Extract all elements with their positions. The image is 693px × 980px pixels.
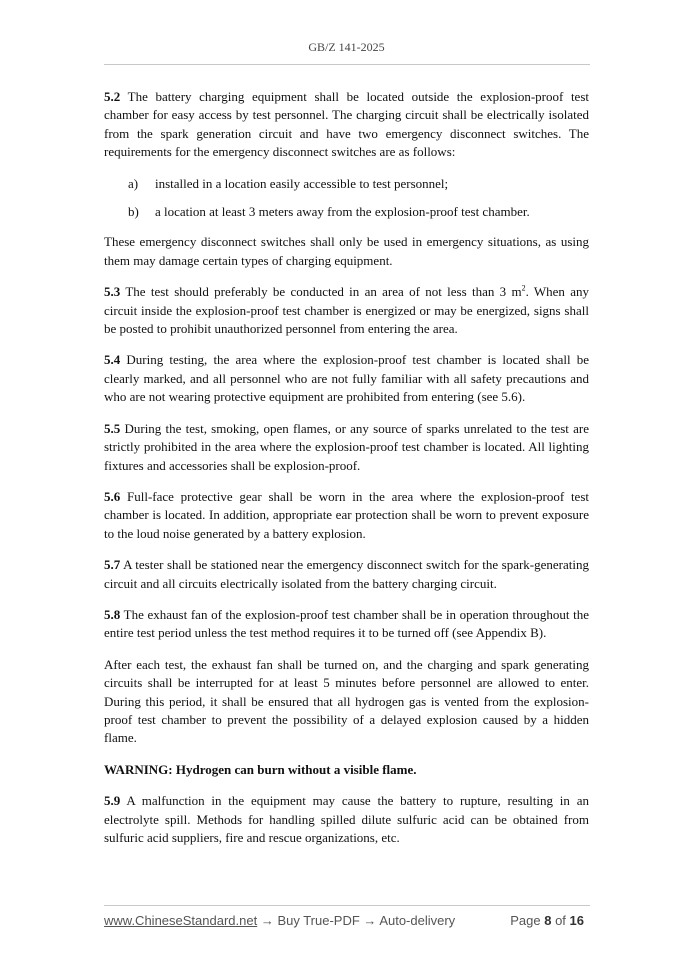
list-marker: a) bbox=[128, 175, 139, 191]
clause-5-2-note: These emergency disconnect switches shall only be used in emergency situations, as using them may damage certain types of charging equipment. bbox=[104, 234, 589, 268]
clause-5-5 bbox=[104, 420, 589, 475]
current-page-number: 8 bbox=[544, 913, 552, 928]
clause-number: 5.5 bbox=[104, 420, 121, 436]
clause-5-3 bbox=[104, 283, 589, 338]
clause-number: 5.4 bbox=[104, 352, 121, 368]
clause-5-7 bbox=[104, 556, 589, 593]
clause-number: 5.3 bbox=[104, 284, 121, 300]
document-id-header: GB/Z 141-2025 bbox=[308, 40, 385, 54]
auto-delivery-text: Auto-delivery bbox=[379, 913, 456, 928]
clause-5-2 bbox=[104, 88, 589, 162]
list-item bbox=[104, 203, 589, 221]
clause-number: 5.2 bbox=[104, 89, 121, 104]
buy-pdf-link[interactable]: Buy True-PDF bbox=[277, 913, 360, 928]
clause-text: During testing, the area where the explosion-proof test chamber is located shall be clearly marked, and all personnel who are not fully familiar with all safety precautions and who are not wearing protective equipment are prohibited from entering (see 5.6). bbox=[104, 352, 589, 405]
list-marker: b) bbox=[128, 204, 139, 220]
clause-text: A tester shall be stationed near the emergency disconnect switch for the spark-generating circuit and all circuits electrically isolated from the battery charging circuit. bbox=[104, 557, 589, 591]
clause-text: A malfunction in the equipment may cause the battery to rupture, resulting in an electrolyte spill. Methods for handling spilled dilute sulfuric acid can be obtained from sulfuric acid suppliers, fire and rescue organizations, etc. bbox=[104, 793, 589, 845]
page-content bbox=[104, 88, 589, 860]
clause-number: 5.7 bbox=[104, 557, 121, 573]
footer-divider bbox=[104, 905, 590, 906]
clause-text: Full-face protective gear shall be worn in the area where the explosion-proof test chamber is located. In addition, appropriate ear protection shall be worn to prevent exposure to the loud noise generated by a battery explosion. bbox=[104, 488, 589, 541]
warning-text: WARNING: Hydrogen can burn without a visible flame. bbox=[104, 761, 417, 777]
page-indicator bbox=[510, 913, 584, 928]
clause-5-8 bbox=[104, 606, 589, 643]
superscript: 2 bbox=[521, 283, 526, 293]
clause-text: The battery charging equipment shall be located outside the explosion-proof test chamber for easy access by test personnel. The charging circuit shall be electrically isolated from the spark generation circuit and have two emergency disconnect switches. The requirements for the emergency disconnect switches are as follows: bbox=[104, 89, 589, 160]
arrow-icon: → bbox=[359, 913, 380, 928]
page-footer bbox=[104, 913, 590, 928]
clause-number: 5.8 bbox=[104, 606, 121, 622]
clause-5-8-followup: After each test, the exhaust fan shall be turned on, and the charging and spark generating circuits shall be interrupted for at least 5 minutes before personnel are allowed to enter. During this period, it shall be ensured that all hydrogen gas is vented from the explosion-proof test chamber to prevent the possibility of a delayed explosion caused by a hidden flame. bbox=[104, 656, 589, 746]
clause-5-6 bbox=[104, 488, 589, 543]
page-label: Page bbox=[510, 913, 545, 928]
clause-number: 5.9 bbox=[104, 793, 121, 809]
arrow-icon: → bbox=[257, 913, 278, 928]
clause-5-4 bbox=[104, 351, 589, 406]
list-item-text: installed in a location easily accessible to test personnel; bbox=[155, 175, 449, 191]
clause-text: The test should preferably be conducted in an area of not less than 3 m bbox=[120, 284, 522, 300]
clause-text-continued: . When any circuit inside the explosion-proof test chamber is energized or may be energized, signs shall be posted to prohibit unauthorized personnel from entering the area. bbox=[104, 284, 589, 337]
list-item-text: a location at least 3 meters away from the explosion-proof test chamber. bbox=[155, 204, 530, 220]
clause-5-9 bbox=[104, 792, 589, 847]
clause-text: The exhaust fan of the explosion-proof test chamber shall be in operation throughout the entire test period unless the test method requires it to be turned off (see Appendix B). bbox=[104, 606, 589, 641]
clause-number: 5.6 bbox=[104, 488, 121, 504]
requirements-list bbox=[104, 175, 589, 222]
of-label: of bbox=[551, 913, 570, 928]
total-pages-number: 16 bbox=[569, 913, 584, 928]
header-divider bbox=[104, 64, 590, 65]
list-item bbox=[104, 175, 589, 193]
website-link[interactable]: www.ChineseStandard.net bbox=[104, 913, 258, 928]
clause-text: During the test, smoking, open flames, or any source of sparks unrelated to the test are strictly prohibited in the area where the explosion-proof test chamber is located. All lighting fixtures and accessories shall be explosion-proof. bbox=[104, 420, 589, 473]
